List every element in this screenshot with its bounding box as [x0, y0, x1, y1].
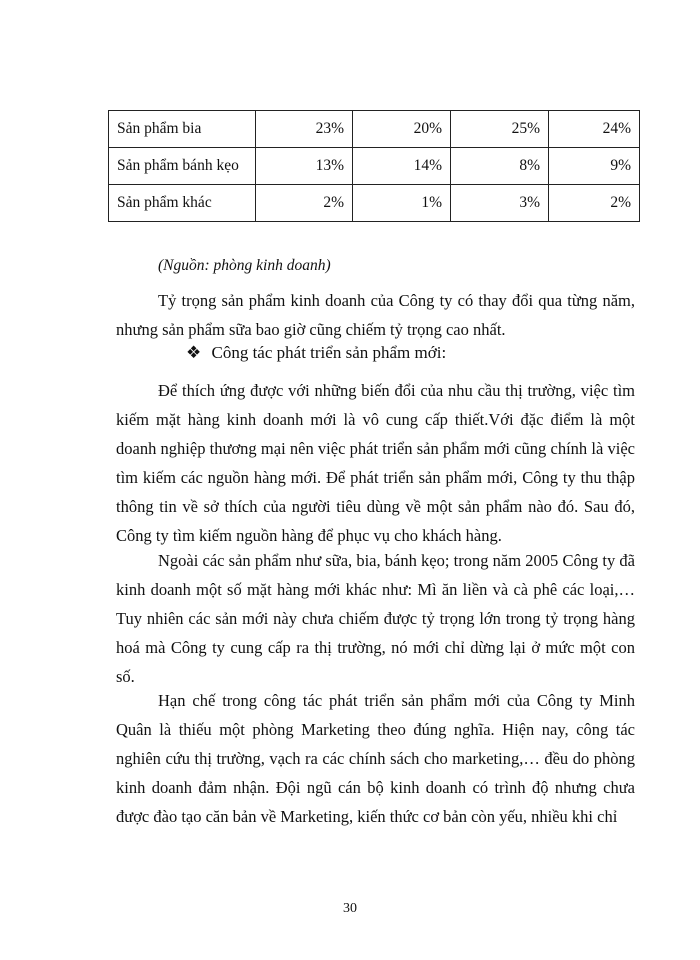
table-cell: 25% [451, 111, 549, 148]
paragraph-product-share: Tỷ trọng sản phẩm kinh doanh của Công ty có thay đổi qua từng năm, nhưng sản phẩm sữa bao giờ cũng chiếm tỷ trọng cao nhất. [116, 291, 635, 339]
page-number: 30 [343, 901, 357, 916]
table-cell: 9% [549, 148, 640, 185]
row-label: Sản phẩm bánh kẹo [109, 148, 256, 185]
section-heading [186, 343, 446, 363]
table-cell: 20% [353, 111, 451, 148]
table-row [109, 148, 640, 185]
table-row [109, 111, 640, 148]
paragraph-new-product-search: Để thích ứng được với những biến đổi của nhu cầu thị trường, việc tìm kiếm mặt hàng kinh doanh mới là vô cung cấp thiết.Với đặc điểm là một doanh nghiệp thương mại nên việc phát triển sản phẩm mới cũng chính là việc tìm kiếm các nguồn hàng mới. Để phát triển sản phẩm mới, Công ty thu thập thông tin về sở thích của người tiêu dùng về một sản phẩm nào đó. Sau đó, Công ty tìm kiếm nguồn hàng để phục vụ cho khách hàng. [116, 381, 635, 545]
table-cell: 2% [256, 185, 353, 222]
table-cell: 13% [256, 148, 353, 185]
paragraph-new-products-2005: Ngoài các sản phẩm như sữa, bia, bánh kẹo; trong năm 2005 Công ty đã kinh doanh một số mặt hàng mới khác như: Mì ăn liền và cà phê các loại,…Tuy nhiên các sản mới này chưa chiếm được tỷ trọng lớn trong tỷ trọng hàng hoá mà Công ty cung cấp ra thị trường, nó mới chỉ dừng lại ở mức một con số. [116, 551, 635, 686]
table-cell: 2% [549, 185, 640, 222]
table-cell: 8% [451, 148, 549, 185]
table-row [109, 185, 640, 222]
table-cell: 3% [451, 185, 549, 222]
row-label: Sản phẩm khác [109, 185, 256, 222]
row-label: Sản phẩm bia [109, 111, 256, 148]
table-cell: 14% [353, 148, 451, 185]
table-cell: 23% [256, 111, 353, 148]
table-cell: 1% [353, 185, 451, 222]
source-note: (Nguồn: phòng kinh doanh) [158, 257, 331, 274]
section-heading-text: Công tác phát triển sản phẩm mới: [211, 343, 447, 362]
diamond-bullet-icon: ❖ [186, 343, 202, 362]
paragraph-marketing-limitations: Hạn chế trong công tác phát triển sản phẩm mới của Công ty Minh Quân là thiếu một phòng Marketing theo đúng nghĩa. Hiện nay, công tác nghiên cứu thị trường, vạch ra các chính sách cho marketing,… đều do phòng kinh doanh đảm nhận. Đội ngũ cán bộ kinh doanh có trình độ nhưng chưa được đào tạo căn bản về Marketing, kiến thức cơ bản còn yếu, nhiều khi chỉ [116, 691, 635, 826]
table-cell: 24% [549, 111, 640, 148]
product-share-table [108, 110, 640, 222]
